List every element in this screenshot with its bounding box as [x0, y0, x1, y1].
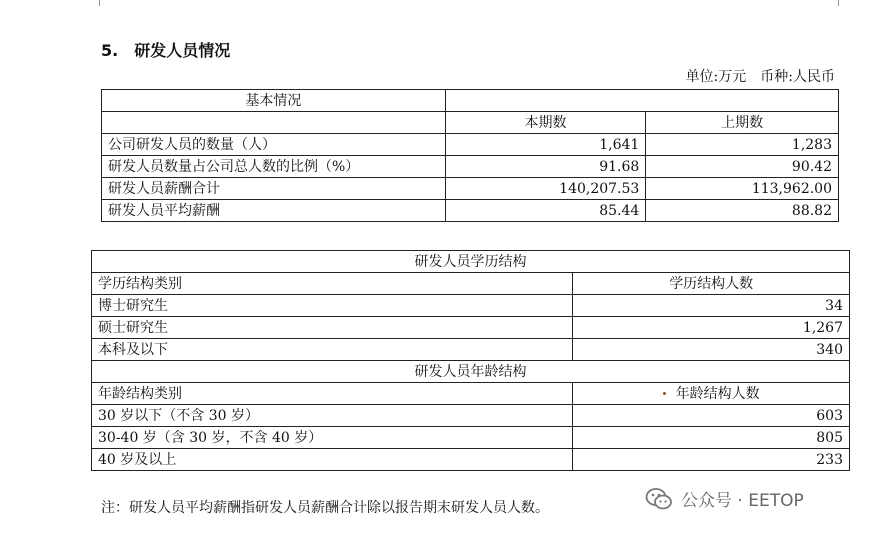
- table-subheader-row: [92, 273, 850, 295]
- edu-col-count: 学历结构人数: [573, 273, 850, 295]
- row-current: 85.44: [445, 200, 646, 222]
- row-value: 805: [573, 427, 850, 449]
- row-value: 340: [573, 339, 850, 361]
- row-previous: 90.42: [646, 156, 839, 178]
- subheader-spacer: [102, 112, 446, 134]
- row-label: 研发人员薪酬合计: [102, 178, 446, 200]
- table-header-row: [102, 90, 839, 112]
- row-label: 30-40 岁（含 30 岁，不含 40 岁）: [92, 427, 573, 449]
- row-label: 本科及以下: [92, 339, 573, 361]
- age-col-count: 年龄结构人数: [675, 385, 760, 402]
- row-current: 91.68: [445, 156, 646, 178]
- basic-info-header: 基本情况: [102, 90, 446, 112]
- unit-currency-line: 单位:万元 币种:人民币: [685, 69, 835, 85]
- page-edge-line-left: [99, 0, 100, 6]
- row-current: 1,641: [445, 134, 646, 156]
- age-col-category: 年龄结构类别: [92, 383, 573, 405]
- table-row: [92, 317, 850, 339]
- row-label: 研发人员平均薪酬: [102, 200, 446, 222]
- row-previous: 88.82: [646, 200, 839, 222]
- row-value: 233: [573, 449, 850, 471]
- table-subheader-row: [92, 383, 850, 405]
- col-current-period: 本期数: [445, 112, 646, 134]
- table-header-row: [92, 361, 850, 383]
- row-label: 40 岁及以上: [92, 449, 573, 471]
- table-subheader-row: [102, 112, 839, 134]
- row-label: 30 岁以下（不含 30 岁）: [92, 405, 573, 427]
- table-row: [102, 156, 839, 178]
- structure-table: [91, 250, 850, 471]
- table-row: [102, 134, 839, 156]
- header-spacer: [445, 90, 838, 112]
- table-row: [92, 339, 850, 361]
- footnote: 注：研发人员平均薪酬指研发人员薪酬合计除以报告期末研发人员人数。: [101, 500, 549, 516]
- row-previous: 113,962.00: [646, 178, 839, 200]
- table-row: [92, 449, 850, 471]
- row-label: 博士研究生: [92, 295, 573, 317]
- table-row: [102, 200, 839, 222]
- row-label: 研发人员数量占公司总人数的比例（%）: [102, 156, 446, 178]
- row-previous: 1,283: [646, 134, 839, 156]
- row-label: 硕士研究生: [92, 317, 573, 339]
- wechat-icon: [645, 487, 673, 511]
- row-value: 34: [573, 295, 850, 317]
- edu-col-category: 学历结构类别: [92, 273, 573, 295]
- age-header: 研发人员年龄结构: [92, 361, 850, 383]
- table-row: [92, 405, 850, 427]
- bullet-dot-icon: [663, 392, 666, 395]
- row-current: 140,207.53: [445, 178, 646, 200]
- page-edge-line-right: [838, 0, 839, 6]
- education-header: 研发人员学历结构: [92, 251, 850, 273]
- table-row: [92, 427, 850, 449]
- col-previous-period: 上期数: [646, 112, 839, 134]
- watermark: [645, 486, 804, 511]
- row-value: 1,267: [573, 317, 850, 339]
- table-row: [92, 295, 850, 317]
- basic-info-table: [101, 89, 839, 222]
- section-title: 5. 研发人员情况: [101, 41, 231, 60]
- watermark-text: 公众号 · EETOP: [681, 491, 804, 511]
- table-header-row: [92, 251, 850, 273]
- row-label: 公司研发人员的数量（人）: [102, 134, 446, 156]
- age-col-count-cell: [573, 383, 850, 405]
- table-row: [102, 178, 839, 200]
- row-value: 603: [573, 405, 850, 427]
